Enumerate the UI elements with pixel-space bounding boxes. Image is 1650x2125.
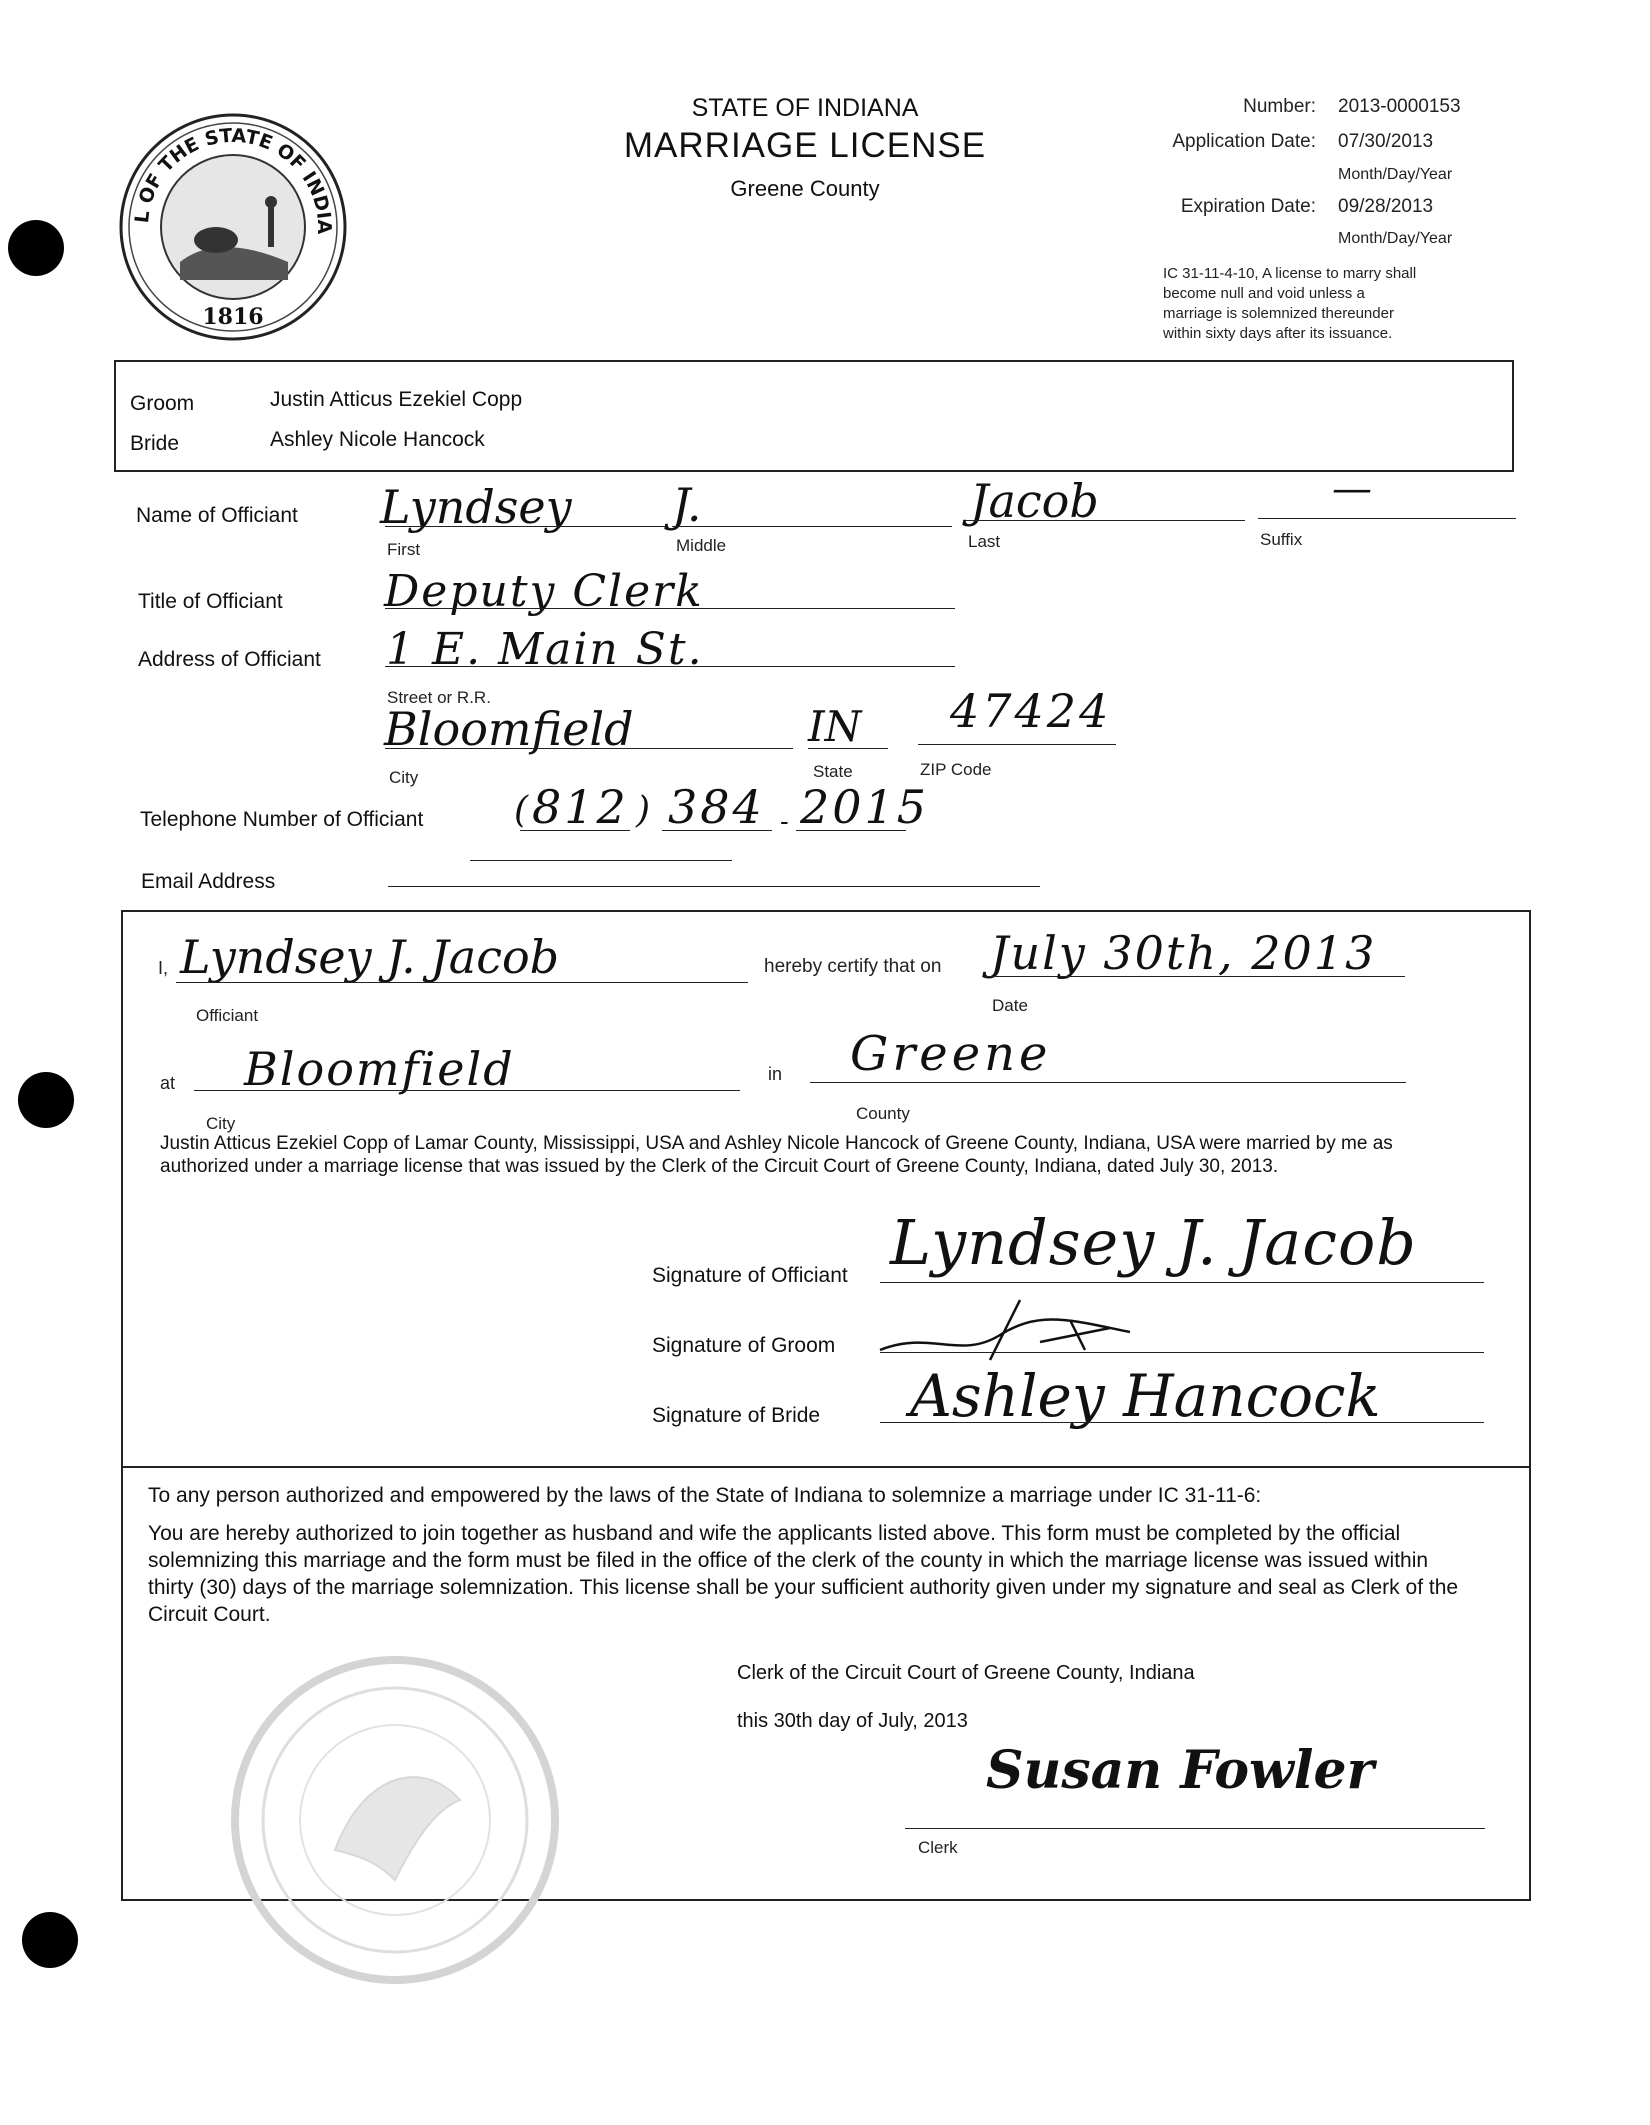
cert-county-value: Greene	[850, 1026, 1052, 1082]
first-name-line	[385, 526, 665, 527]
date-format-hint: Month/Day/Year	[1338, 166, 1453, 183]
number-value: 2013-0000153	[1338, 96, 1461, 117]
seal-arc-text: L OF THE STATE OF INDIA	[130, 124, 336, 235]
statute-note-line: within sixty days after its issuance.	[1163, 325, 1393, 342]
clerk-signature-line	[905, 1828, 1485, 1829]
clerk-caption: Clerk	[918, 1838, 958, 1857]
street-caption: Street or R.R.	[387, 688, 491, 707]
city-line	[385, 748, 793, 749]
hole-punch-middle	[18, 1072, 74, 1128]
cert-date-caption: Date	[992, 996, 1028, 1015]
phone-line-line	[796, 830, 906, 831]
authorization-heading: To any person authorized and empowered by the laws of the State of Indiana to solemnize a marriage under IC 31-11-6:	[148, 1484, 1262, 1507]
sig-bride-line	[880, 1422, 1484, 1423]
zip-caption: ZIP Code	[920, 760, 992, 779]
cert-city-caption: City	[206, 1114, 236, 1133]
sig-groom-label: Signature of Groom	[652, 1334, 836, 1357]
state-caption: State	[813, 762, 853, 781]
sig-bride-label: Signature of Bride	[652, 1404, 821, 1427]
cert-officiant-name: Lyndsey J. Jacob	[180, 930, 560, 984]
last-caption: Last	[968, 532, 1001, 551]
sig-officiant-line	[880, 1282, 1484, 1283]
cert-city-value: Bloomfield	[244, 1042, 515, 1096]
officiant-street: 1 E. Main St.	[386, 624, 704, 675]
cert-statement: Justin Atticus Ezekiel Copp of Lamar County, Mississippi, USA and Ashley Nicole Hancock of Greene County, Indiana, USA were married by me as authorized under a marriage license that was issued by the Clerk of the Circuit Court of Greene County, Indiana, dated July 30, 2013.	[160, 1133, 1393, 1177]
groom-label: Groom	[130, 392, 195, 415]
authorization-body: You are hereby authorized to join together as husband and wife the applicants listed above. This form must be completed by the official solemnizing this marriage and the form must be filed in the office of the clerk of the county in which the marriage license was issued within thirty (30) days of the marriage solemnization. This license shall be your sufficient authority given under my signature and seal as Clerk of the Circuit Court.	[148, 1522, 1459, 1626]
statute-note-line: IC 31-11-4-10, A license to marry shall	[1163, 265, 1417, 282]
cert-officiant-line	[176, 982, 748, 983]
street-line	[385, 666, 955, 667]
officiant-title-value: Deputy Clerk	[384, 566, 704, 617]
header-county: Greene County	[730, 176, 880, 201]
officiant-middle-name: J.	[672, 478, 702, 532]
phone-extra-line	[470, 860, 732, 861]
phone-prefix-line	[662, 830, 772, 831]
phone-open-paren: (	[514, 790, 529, 831]
statute-note-line: marriage is solemnized thereunder	[1163, 305, 1394, 322]
last-name-line	[965, 520, 1245, 521]
sig-groom-scribble	[870, 1290, 1170, 1370]
bride-name: Ashley Nicole Hancock	[270, 428, 485, 451]
cert-city-line	[194, 1090, 740, 1091]
statute-note	[1163, 264, 1416, 344]
officiant-first-name: Lyndsey	[380, 480, 572, 534]
officiant-last-name: Jacob	[970, 474, 1099, 528]
couple-box	[114, 360, 1514, 472]
number-label: Number:	[1243, 96, 1316, 117]
officiant-city: Bloomfield	[384, 702, 634, 756]
date-format-hint: Month/Day/Year	[1338, 230, 1453, 247]
suffix-line	[1258, 518, 1516, 519]
officiant-state: IN	[808, 702, 862, 751]
hole-punch-top	[8, 220, 64, 276]
cert-officiant-caption: Officiant	[196, 1006, 259, 1025]
middle-caption: Middle	[676, 536, 727, 555]
state-line	[808, 748, 888, 749]
cert-county-line	[810, 1082, 1406, 1083]
cert-in-label: in	[768, 1064, 783, 1084]
officiant-suffix: —	[1332, 466, 1372, 512]
cert-at-label: at	[160, 1073, 176, 1093]
zip-line	[918, 744, 1116, 745]
first-caption: First	[387, 540, 421, 559]
officiant-zip: 47424	[950, 684, 1112, 738]
title-line	[385, 608, 955, 609]
statute-note-line: become null and void unless a	[1163, 285, 1365, 302]
phone-close-paren: )	[636, 790, 651, 831]
officiant-title-label: Title of Officiant	[138, 590, 283, 613]
phone-area-line	[520, 830, 630, 831]
expiration-date-label: Expiration Date:	[1180, 196, 1316, 217]
email-line	[388, 886, 1040, 887]
phone-prefix: 384	[668, 780, 765, 834]
seal-year: 1816	[202, 304, 264, 330]
cert-date-value: July 30th, 2013	[990, 926, 1377, 980]
sig-groom-line	[880, 1352, 1484, 1353]
email-label: Email Address	[141, 870, 276, 893]
cert-date-line	[985, 976, 1405, 977]
sig-officiant-label: Signature of Officiant	[652, 1264, 848, 1287]
hole-punch-bottom	[22, 1912, 78, 1968]
clerk-signature: Susan Fowler	[986, 1740, 1374, 1801]
clerk-date-line: this 30th day of July, 2013	[737, 1710, 968, 1732]
expiration-date-value: 09/28/2013	[1338, 196, 1434, 217]
phone-line-number: 2015	[800, 780, 930, 834]
cert-i-label: I,	[158, 958, 169, 978]
application-date-value: 07/30/2013	[1338, 131, 1434, 152]
officiant-phone-label: Telephone Number of Officiant	[140, 808, 424, 831]
embossed-county-seal	[225, 1650, 565, 1990]
groom-name: Justin Atticus Ezekiel Copp	[270, 388, 523, 411]
page-title: MARRIAGE LICENSE	[623, 126, 987, 165]
city-caption: City	[389, 768, 419, 787]
header-state: STATE OF INDIANA	[691, 94, 919, 122]
phone-area-code: 812	[532, 780, 629, 834]
sig-bride: Ashley Hancock	[910, 1362, 1381, 1430]
sig-officiant: Lyndsey J. Jacob	[890, 1206, 1417, 1279]
phone-dash: -	[780, 806, 789, 836]
cert-certify-text: hereby certify that on	[764, 956, 942, 977]
cert-county-caption: County	[856, 1104, 910, 1123]
bride-label: Bride	[130, 432, 180, 455]
state-seal	[118, 112, 348, 342]
clerk-court-line: Clerk of the Circuit Court of Greene County, Indiana	[737, 1662, 1195, 1684]
middle-name-line	[672, 526, 952, 527]
suffix-caption: Suffix	[1260, 530, 1303, 549]
officiant-address-label: Address of Officiant	[138, 648, 321, 671]
certificate-divider	[122, 1466, 1530, 1468]
application-date-label: Application Date:	[1172, 131, 1316, 152]
officiant-name-label: Name of Officiant	[136, 504, 298, 527]
